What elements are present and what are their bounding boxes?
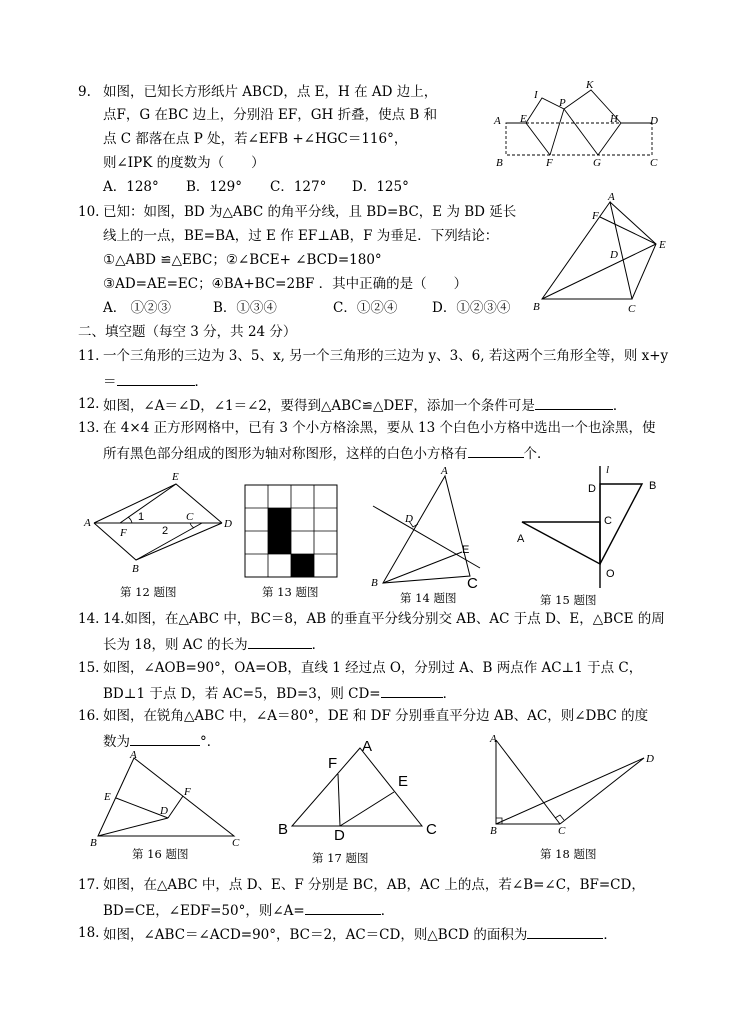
fig15-label-l: l [606,464,610,476]
fig12-label-e: E [172,471,179,483]
q14-answer-blank[interactable] [248,635,312,649]
fig17-label-e: E [398,773,409,790]
figure-q16 [88,750,248,850]
q12-period: ． [612,398,627,414]
q15-answer-blank[interactable] [381,684,443,698]
q15-period: ． [442,686,457,702]
q9-option-a: A．128° [103,179,159,195]
q17-answer-blank[interactable] [305,901,381,915]
q16-number: 16. [78,708,100,724]
q17-text: BD=CE，∠EDF=50°，则∠A= [103,903,305,919]
q10-number: 10. [78,204,100,220]
q11-equals: ＝ [103,374,117,390]
q13-line1: 在 4×4 正方形网格中，已有 3 个小方格涂黑，要从 13 个白色小方格中选出一个也涂黑，使 [103,420,656,436]
q12-text: 如图，∠A＝∠D，∠1＝∠2，要得到△ABC≌△DEF，添加一个条件可是 [103,398,535,414]
fig17-label-a: A [362,738,373,755]
fig16-label-d: D [160,805,168,817]
fig17-label-d: D [334,827,345,844]
fig14-label-a: A [441,465,448,477]
grid-cell-black-2 [268,531,291,554]
q17-number: 17. [78,877,100,893]
fig9-label-c: C [650,157,658,169]
fig10-label-c: C [628,303,636,315]
fig18-label-d: D [646,753,654,765]
fig13-caption: 第 13 题图 [262,585,319,599]
q10-option-b: B．①③④ [213,300,277,316]
fig16-label-e: E [104,791,111,803]
fig9-label-i: I [534,89,538,101]
q17-line1: 如图，在△ABC 中，点 D、E、F 分别是 BC，AB，AC 上的点，若∠B=∠C，BF=CD， [103,877,645,893]
figure-q9 [490,78,670,173]
q15-number: 15. [78,660,100,676]
q12-number: 12. [78,396,100,412]
grid-cell-black-3 [291,554,314,577]
q13-number: 13. [78,420,100,436]
fig16-label-c: C [232,837,240,849]
fig14-label-e: E [462,544,470,556]
q9-option-b: B．129° [186,179,242,195]
figure-q13-grid [245,485,337,577]
fig12-label-d: D [224,518,232,530]
q9-line1: 如图，已知长方形纸片 ABCD，点 E，H 在 AD 边上， [103,84,438,100]
fig9-label-h: H [610,113,618,125]
fig12-label-1: 1 [138,511,145,523]
fig16-label-b: B [90,837,97,849]
q11-line2 [103,372,208,391]
q9-number: 9. [78,84,91,100]
fig12-caption: 第 12 题图 [120,585,177,599]
q10-option-d: D．①②③④ [432,300,511,316]
q10-option-c: C．①②④ [333,300,398,316]
fig14-caption: 第 14 题图 [400,591,457,605]
q10-option-a: A． ①②③ [103,300,172,316]
fig17-caption: 第 17 题图 [312,851,369,865]
fig12-label-2: 2 [162,525,169,537]
q18-period: ． [603,927,617,943]
q16-text: 数为 [103,734,130,750]
fig9-label-b: B [496,157,503,169]
fig17-label-c: C [426,821,437,838]
q15-line2 [103,684,456,703]
fig18-label-c: C [558,825,566,837]
q16-degree: °． [200,734,221,750]
fig16-label-a: A [130,749,137,761]
fig15-caption: 第 15 题图 [540,593,597,607]
q13-end: 个． [523,446,551,462]
fig18-label-a: A [490,733,497,745]
q18-number: 18. [78,925,100,941]
q16-line2 [103,732,220,751]
fig18-caption: 第 18 题图 [540,847,597,861]
figure-q12 [80,468,240,578]
q10-line1: 已知：如图，BD 为△ABC 的角平分线，且 BD=BC，E 为 BD 延长 [103,204,517,220]
q14-period: ． [311,637,326,653]
fig15-label-d: D [588,483,596,495]
q9-option-c: C．127° [270,179,327,195]
grid-cell-black-1 [268,508,291,531]
fig10-label-a: A [608,191,615,203]
q14-number: 14. [78,611,100,627]
fig15-label-c: C [604,515,612,527]
q12-answer-blank[interactable] [535,396,613,410]
q18-answer-blank[interactable] [527,925,603,939]
q15-text: BD⊥1 于点 D，若 AC=5，BD=3，则 CD= [103,686,381,702]
q15-line1: 如图，∠AOB=90°，OA=OB，直线 1 经过点 O，分别过 A、B 两点作 AC⊥1 于点 C， [103,660,643,676]
fig9-label-d: D [650,115,658,127]
fig16-caption: 第 16 题图 [132,847,189,861]
q11-period: ． [194,374,208,390]
q10-line4: ③AD=AE=EC；④BA+BC=2BF ．其中正确的是（ ） [103,276,468,292]
q17-line2 [103,901,394,920]
fig12-label-a: A [84,517,91,529]
fig15-label-b: B [649,480,657,492]
figure-q15 [512,462,672,590]
q9-line4: 则∠IPK 的度数为（ ） [103,155,265,171]
q18-text: 如图，∠ABC＝∠ACD=90°，BC＝2，AC＝CD，则△BCD 的面积为 [103,927,528,943]
figure-q10 [528,192,668,317]
q10-line3: ①△ABD ≌△EBC；②∠BCE+ ∠BCD=180° [103,252,382,268]
fig10-label-d: D [610,249,618,261]
fig14-label-c: C [467,575,478,592]
fig16-label-f: F [184,786,191,798]
q16-answer-blank[interactable] [130,732,200,746]
figure-q18 [484,730,664,838]
q9-option-d: D．125° [352,179,409,195]
fig9-label-k: K [586,79,594,91]
fig12-label-f: F [120,527,127,539]
q10-line2: 线上的一点，BE=BA，过 E 作 EF⊥AB，F 为垂足．下列结论： [103,228,499,244]
fig10-label-e: E [659,239,666,251]
fig9-label-a: A [494,115,501,127]
fig10-label-b: B [533,301,540,313]
q18-line [103,925,617,944]
q9-line3: 点 C 都落在点 P 处，若∠EFB +∠HGC＝116°， [103,131,408,147]
q16-line1: 如图，在锐角△ABC 中，∠A＝80°，DE 和 DF 分别垂直平分边 AB、AC，则∠DBC 的度 [103,708,649,724]
fig15-label-o: O [606,568,615,580]
q9-line2: 点F，G 在BC 边上，分别沿 EF，GH 折叠，使点 B 和 [103,107,438,123]
q14-line1: 14.如图，在△ABC 中，BC＝8，AB 的垂直平分线分别交 AB、AC 于点 D、E，△BCE 的周 [103,611,665,627]
fig10-label-f: F [592,210,599,222]
figure-q17 [276,736,446,844]
fig15-label-a: A [517,533,525,545]
fig18-label-b: B [490,825,497,837]
q12-line [103,396,626,415]
fig9-label-f: F [546,157,553,169]
section-2-heading: 二、填空题（每空 3 分，共 24 分） [78,324,297,340]
fig17-label-f: F [328,755,338,772]
q13-answer-blank[interactable] [468,444,524,458]
q14-line2 [103,635,325,654]
fig17-label-b: B [278,821,289,838]
fig9-label-p: P [559,97,566,109]
q11-number: 11. [78,348,100,364]
fig9-label-e: E [520,113,527,125]
q11-line1: 一个三角形的三边为 3、5、x, 另一个三角形的三边为 y、3、6, 若这两个三角形全等，则 x+y [103,348,669,364]
q13-text: 所有黑色部分组成的图形为轴对称图形，这样的白色小方格有 [103,446,468,462]
fig9-label-g: G [593,157,601,169]
fig12-label-b: B [132,563,139,575]
q14-text: 长为 18，则 AC 的长为 [103,637,248,653]
q13-line2 [103,444,551,463]
fig12-label-c: C [186,511,194,523]
figure-q14 [365,466,495,591]
fig14-label-b: B [371,577,378,589]
q11-answer-blank[interactable] [117,372,195,386]
fig14-label-d: D [405,513,413,525]
q17-period: ． [380,903,395,919]
